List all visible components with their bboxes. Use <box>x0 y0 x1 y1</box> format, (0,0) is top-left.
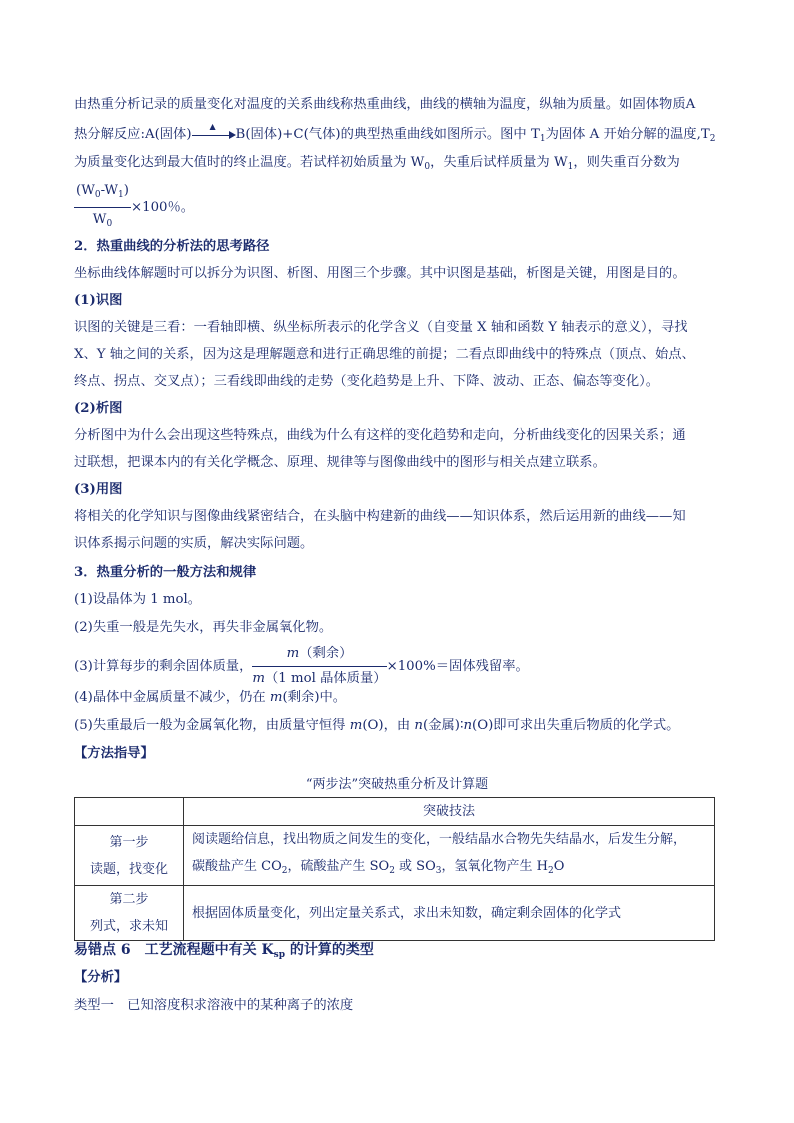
section-2-heading: 2．热重曲线的分析法的思考路径 <box>74 239 270 254</box>
step-2-cell: 第二步 列式，求未知 <box>75 886 184 941</box>
table-header-row <box>75 798 715 826</box>
rule-5: (5)失重最后一般为金属氧化物，由质量守恒得 m(O)，由 n(金属)∶n(O)即可求出失重后物质的化学式。 <box>74 718 680 733</box>
section-3-heading: 3．热重分析的一般方法和规律 <box>74 565 257 580</box>
reaction-arrow-icon: ▲ <box>192 130 236 140</box>
para-1-line-1: 由热重分析记录的质量变化对温度的关系曲线称热重曲线，曲线的横轴为温度，纵轴为质量。如固体物质A <box>74 97 696 112</box>
subheading-apply: (3)用图 <box>74 482 123 497</box>
apply-line-1: 将相关的化学知识与图像曲线紧密结合，在头脑中构建新的曲线——知识体系，然后运用新的曲线——知 <box>74 509 686 524</box>
table-header-technique: 突破技法 <box>184 798 715 826</box>
analysis-heading: 【分析】 <box>74 970 128 985</box>
error-point-6-heading: 易错点 6 工艺流程题中有关 $K_{sp}$ 的计算的类型 <box>74 942 374 960</box>
para-1-line-3: 为质量变化达到最大值时的终止温度。若试样初始质量为 $W_0$，失重后试样质量为 $W_1$，则失重百分数为 <box>74 155 680 172</box>
subheading-analyze: (2)析图 <box>74 401 123 416</box>
step-1-cell: 第一步 读题，找变化 <box>75 826 184 886</box>
table-row <box>75 826 715 886</box>
rule-4: (4)晶体中金属质量不减少，仍在 m(剩余)中。 <box>74 690 347 705</box>
analyze-line-1: 分析图中为什么会出现这些特殊点，曲线为什么有这样的变化趋势和走向，分析曲线变化的因果关系；通 <box>74 428 686 443</box>
analyze-line-2: 过联想，把课本内的有关化学概念、原理、规律等与图像曲线中的图形与相关点建立联系。 <box>74 455 606 470</box>
recognize-line-1: 识图的关键是三看：一看轴即横、纵坐标所表示的化学含义（自变量 X 轴和函数 Y 轴表示的意义），寻找 <box>74 320 688 335</box>
para-1-line-2: 热分解反应:A(固体) ▲ B(固体)+C(气体)的典型热重曲线如图所示。图中 $T_1$为固体 A 开始分解的温度$,T_2$ <box>74 121 716 144</box>
mass-loss-fraction: $\frac{(W_0-W_1)}{W_0}$ <box>74 180 131 235</box>
type-1-line: 类型一 已知溶度积求溶液中的某种离子的浓度 <box>74 998 354 1013</box>
section-2-intro: 坐标曲线体解题时可以拆分为识图、析图、用图三个步骤。其中识图是基础，析图是关键，用图是目的。 <box>74 266 686 281</box>
step-2-description: 根据固体质量变化，列出定量关系式，求出未知数，确定剩余固体的化学式 <box>184 886 715 941</box>
recognize-line-3: 终点、拐点、交叉点）；三看线即曲线的走势（变化趋势是上升、下降、波动、正态、偏态等变化）。 <box>74 374 660 389</box>
apply-line-2: 识体系揭示问题的实质，解决实际问题。 <box>74 536 314 551</box>
rule-2: (2)失重一般是先失水，再失非金属氧化物。 <box>74 620 333 635</box>
subheading-recognize: (1)识图 <box>74 293 123 308</box>
rule-1: (1)设晶体为 1 mol。 <box>74 592 202 607</box>
table-header-empty <box>75 798 184 826</box>
step-1-description: 阅读题给信息，找出物质之间发生的变化，一般结晶水合物先失结晶水，后发生分解， 碳酸盐产生 $CO_2$，硫酸盐产生 $SO_2$ 或 $SO_3$，氢氧化物产生 $H_2O$ <box>184 826 715 886</box>
recognize-line-2: X、Y 轴之间的关系，因为这是理解题意和进行正确思维的前提；二看点即曲线中的特殊点（顶点、始点、 <box>74 347 695 362</box>
table-row <box>75 886 715 941</box>
rule-3: (3)计算每步的剩余固体质量， $\frac{\text{m（剩余）}}{\text{m（1 mol 晶体质量）}}$ ×100%＝固体残留率。 <box>74 643 529 690</box>
method-table <box>74 797 715 941</box>
method-guide-heading: 【方法指导】 <box>74 746 154 761</box>
mass-loss-formula: $\frac{(W_0-W_1)}{W_0}$ ×100％。 <box>74 180 194 235</box>
table-caption: “两步法”突破热重分析及计算题 <box>305 777 489 792</box>
residual-fraction: $\frac{\text{m（剩余）}}{\text{m（1 mol 晶体质量）}}$ <box>252 643 386 690</box>
